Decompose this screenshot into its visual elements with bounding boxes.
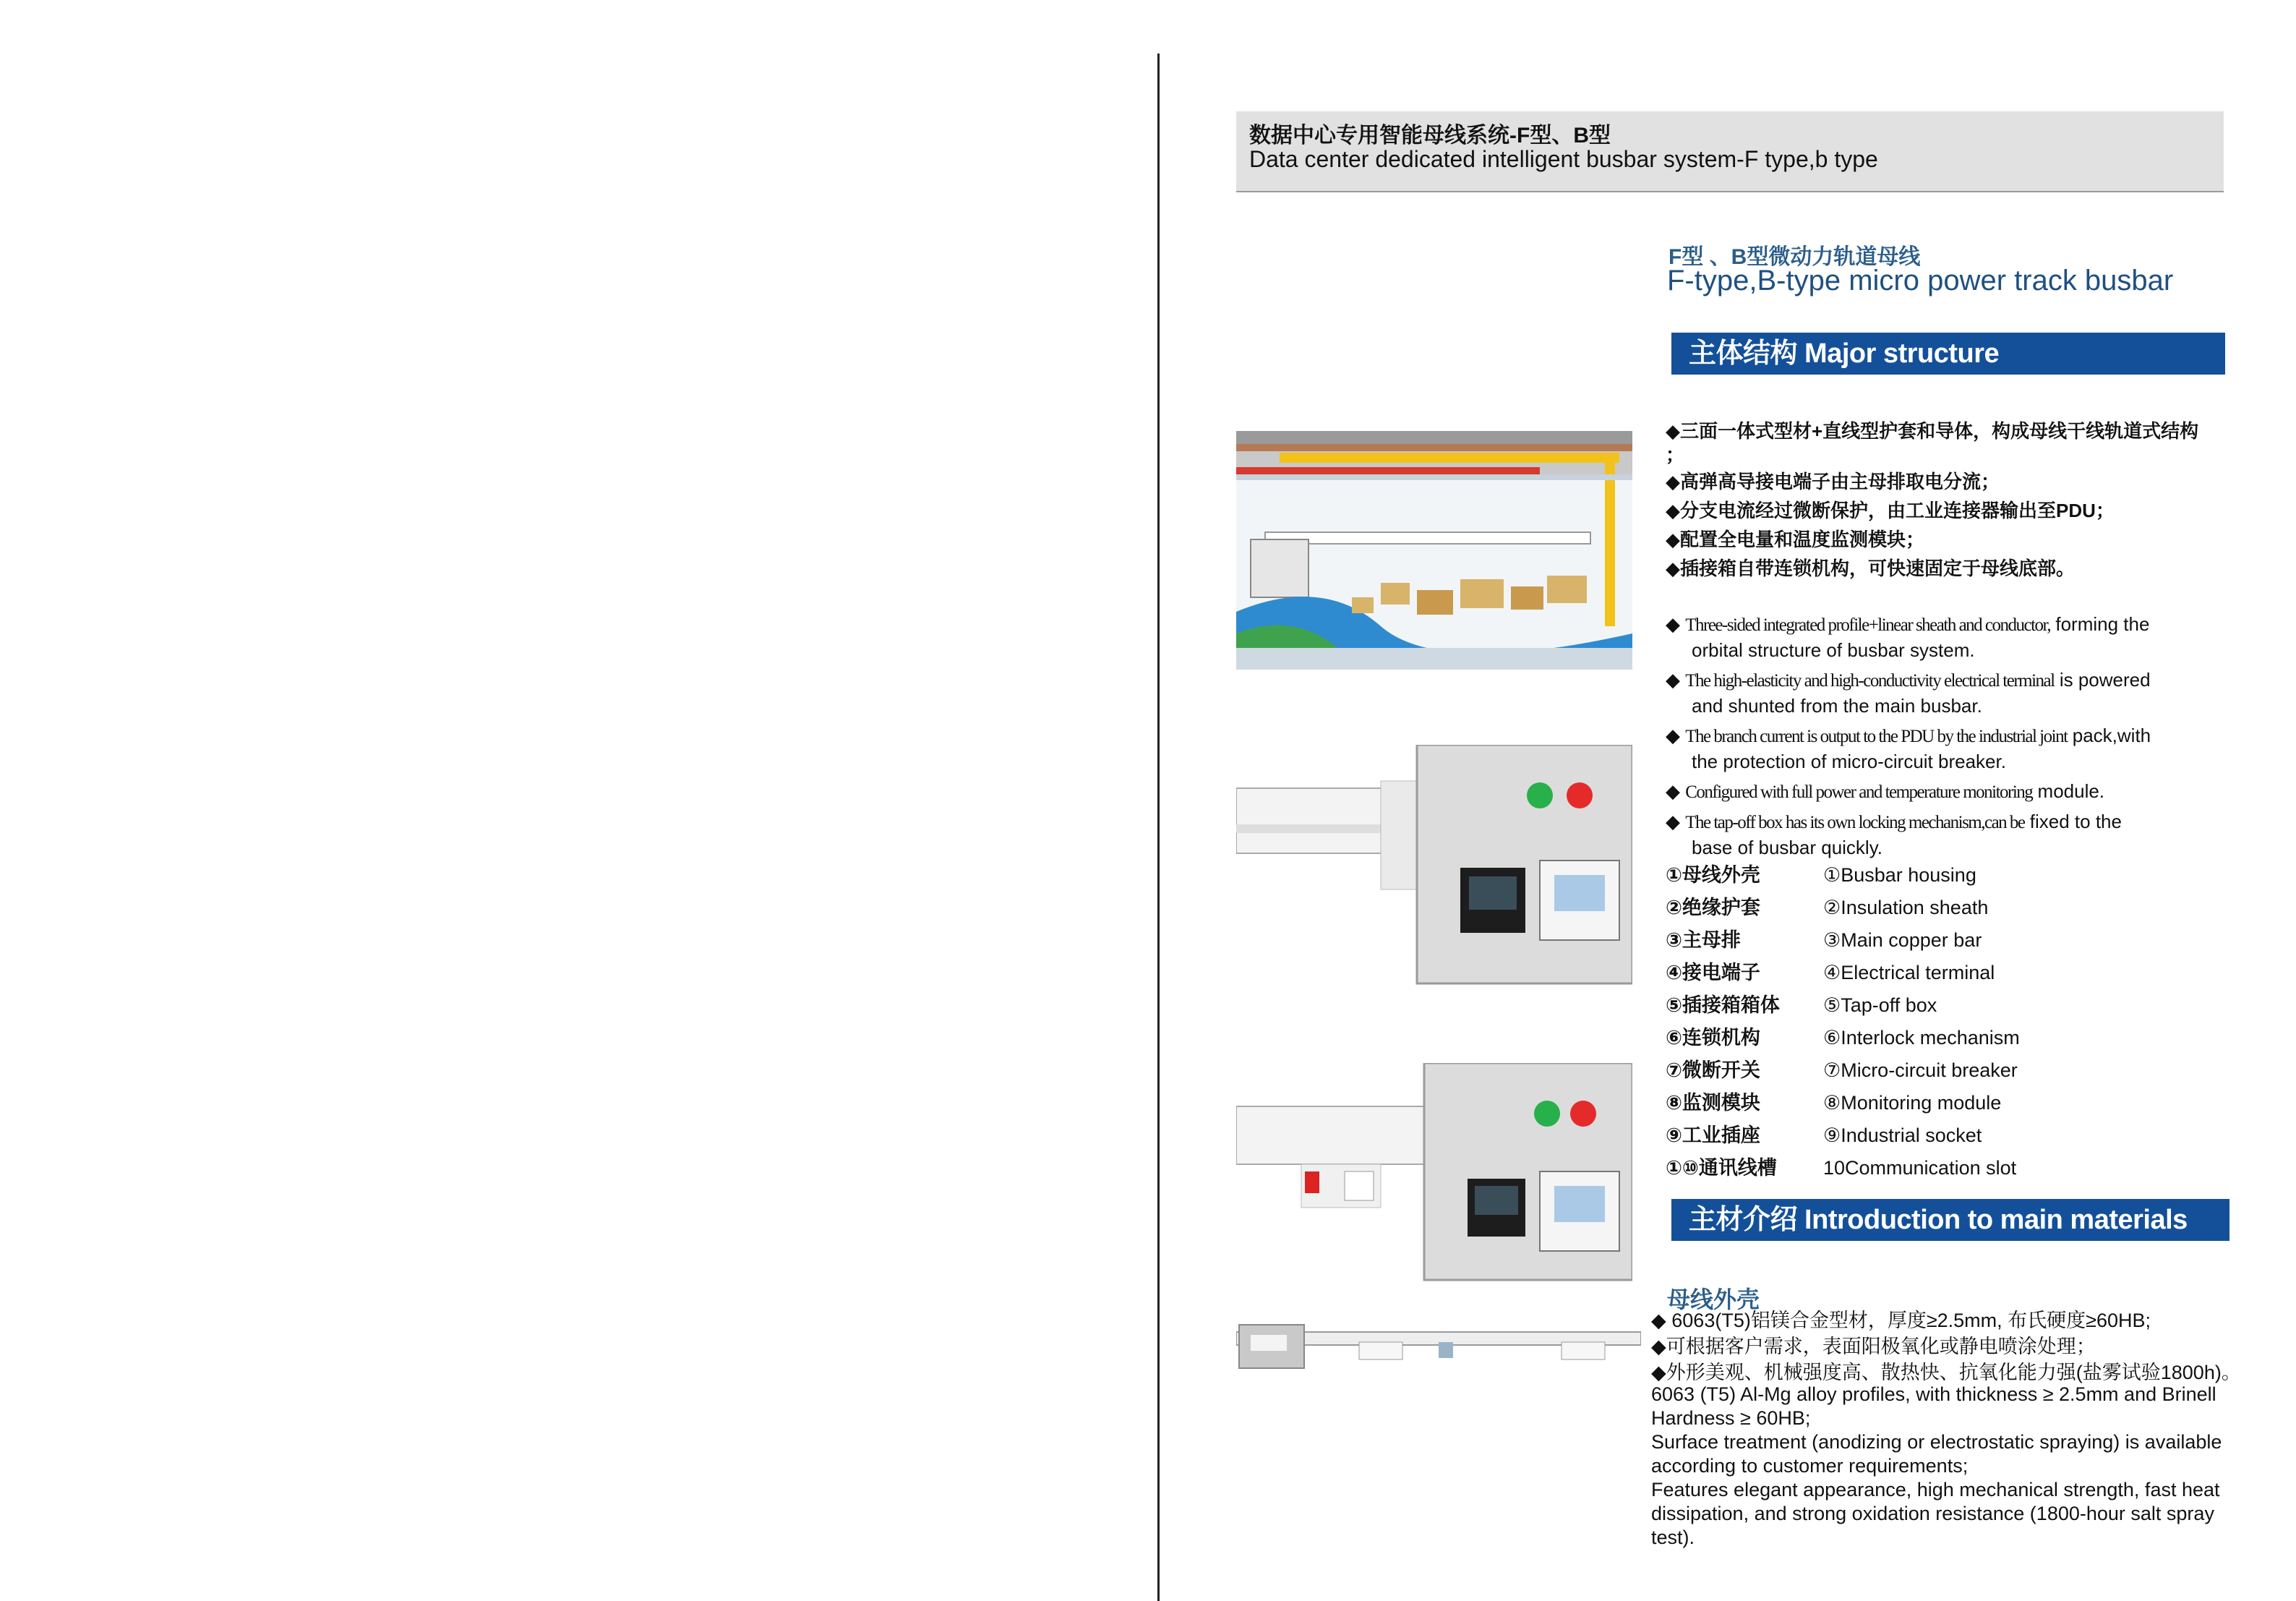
bullet-cn: ； [1666, 444, 1685, 466]
part-name-cn: ③主母排 [1666, 929, 1741, 951]
diamond-bullet-icon: ◆ [1666, 613, 1686, 635]
material-bullet-cn: ◆可根据客户需求，表面阳极氧化或静电喷涂处理； [1651, 1336, 2096, 1357]
parts-row [1666, 957, 2128, 989]
part-name-en: ⑦Micro-circuit breaker [1823, 1059, 2018, 1081]
parts-row [1666, 989, 2128, 1022]
parts-row [1666, 1119, 2128, 1152]
part-name-cn: ⑥连锁机构 [1666, 1027, 1760, 1049]
bullet-en: ◆ Three-sided integrated profile+linear sheath and conductor, forming the orbital structure of busbar system. [1666, 613, 2150, 661]
parts-row [1666, 892, 2128, 924]
materials-subtitle: 母线外壳 [1667, 1286, 1760, 1312]
diamond-bullet-icon: ◆ [1666, 811, 1686, 832]
part-name-cn: ①母线外壳 [1666, 864, 1760, 886]
part-name-en: ⑤Tap-off box [1823, 994, 1937, 1016]
parts-row [1666, 1152, 2128, 1184]
header-title-cn: 数据中心专用智能母线系统-F型、B型 [1249, 124, 1611, 148]
bullet-en: ◆ The branch current is output to the PDU by the industrial joint pack,with the protection of micro-circuit breaker. [1666, 725, 2151, 772]
product-name-en: F-type,B-type micro power track busbar [1667, 265, 2174, 296]
busbar-strip-drawing [1236, 1320, 1641, 1378]
bullet-en: ◆ Configured with full power and temperature monitoring module. [1666, 780, 2105, 802]
tap-off-box-photo [1236, 745, 1632, 991]
bullet-en: ◆ The high-elasticity and high-conductivity electrical terminal is powered and shunted from the main busbar. [1666, 669, 2151, 717]
part-name-en: ④Electrical terminal [1823, 962, 1995, 983]
diamond-bullet-icon: ◆ [1666, 780, 1686, 802]
part-name-cn: ②绝缘护套 [1666, 897, 1760, 918]
material-bullet-cn: ◆外形美观、机械强度高、散热快、抗氧化能力强(盐雾试验1800h)。 [1651, 1362, 2241, 1383]
parts-row [1666, 924, 2128, 957]
bullet-en: ◆ The tap-off box has its own locking mechanism,can be fixed to the base of busbar quickly. [1666, 811, 2122, 858]
bullet-cn: ◆三面一体式型材+直线型护套和导体，构成母线干线轨道式结构 [1666, 420, 2199, 442]
bullet-cn: ◆分支电流经过微断保护，由工业连接器输出至PDU； [1666, 500, 2115, 521]
section-heading-structure: 主体结构 Major structure [1671, 333, 2225, 375]
installation-photo-drawing [1236, 431, 1632, 670]
part-name-en: ⑥Interlock mechanism [1823, 1027, 2020, 1049]
part-name-en: ⑨Industrial socket [1823, 1124, 1982, 1146]
part-name-cn: ⑦微断开关 [1666, 1059, 1760, 1081]
structure-bullets-cn [1666, 417, 2237, 583]
structure-bullets-en [1666, 612, 2229, 865]
material-bullet-cn: ◆ 6063(T5)铝镁合金型材，厚度≥2.5mm, 布氏硬度≥60HB; [1651, 1310, 2151, 1331]
header-title-en: Data center dedicated intelligent busbar system-F type,b type [1249, 146, 1878, 172]
bullet-cn: ◆配置全电量和温度监测模块； [1666, 529, 1924, 550]
header-bar [1236, 111, 2224, 192]
tap-off-box-socket-photo [1236, 1063, 1632, 1287]
tap-off-box-drawing [1236, 745, 1632, 991]
part-name-cn: ⑧监测模块 [1666, 1092, 1760, 1114]
diamond-bullet-icon: ◆ [1666, 725, 1686, 746]
bullet-cn: ◆高弹高导接电端子由主母排取电分流； [1666, 471, 2000, 492]
busbar-strip-photo [1236, 1320, 1641, 1378]
material-paragraph-en: Surface treatment (anodizing or electrostatic spraying) is available according to customer requirements; [1651, 1431, 2222, 1477]
parts-row [1666, 1022, 2128, 1054]
page-divider [1157, 54, 1160, 1601]
part-name-cn: ⑨工业插座 [1666, 1124, 1760, 1146]
parts-row [1666, 859, 2128, 892]
product-name-cn: F型 、B型微动力轨道母线 [1669, 245, 1921, 269]
materials-text-en [1651, 1383, 2248, 1550]
part-name-cn: ④接电端子 [1666, 962, 1760, 983]
parts-list [1666, 859, 2128, 1184]
diamond-bullet-icon: ◆ [1666, 669, 1686, 691]
part-name-en: ⑧Monitoring module [1823, 1092, 2002, 1114]
part-name-cn: ⑤插接箱箱体 [1666, 994, 1780, 1016]
parts-row [1666, 1054, 2128, 1087]
material-paragraph-en: 6063 (T5) Al-Mg alloy profiles, with thickness ≥ 2.5mm and Brinell Hardness ≥ 60HB; [1651, 1383, 2216, 1429]
parts-row [1666, 1087, 2128, 1119]
tap-off-box-socket-drawing [1236, 1063, 1632, 1287]
part-name-en: ①Busbar housing [1823, 864, 1976, 886]
part-name-cn: ①⑩通讯线槽 [1666, 1157, 1777, 1179]
part-name-en: ③Main copper bar [1823, 929, 1982, 951]
installation-photo [1236, 431, 1632, 670]
materials-bullets-cn [1651, 1307, 2273, 1386]
part-name-en: 10Communication slot [1823, 1157, 2017, 1179]
bullet-cn: ◆插接箱自带连锁机构，可快速固定于母线底部。 [1666, 558, 2075, 579]
material-paragraph-en: Features elegant appearance, high mechanical strength, fast heat dissipation, and strong oxidation resistance (1800-hour salt spray test). [1651, 1479, 2220, 1548]
part-name-en: ②Insulation sheath [1823, 897, 1989, 918]
section-heading-materials: 主材介绍 Introduction to main materials [1671, 1199, 2229, 1241]
